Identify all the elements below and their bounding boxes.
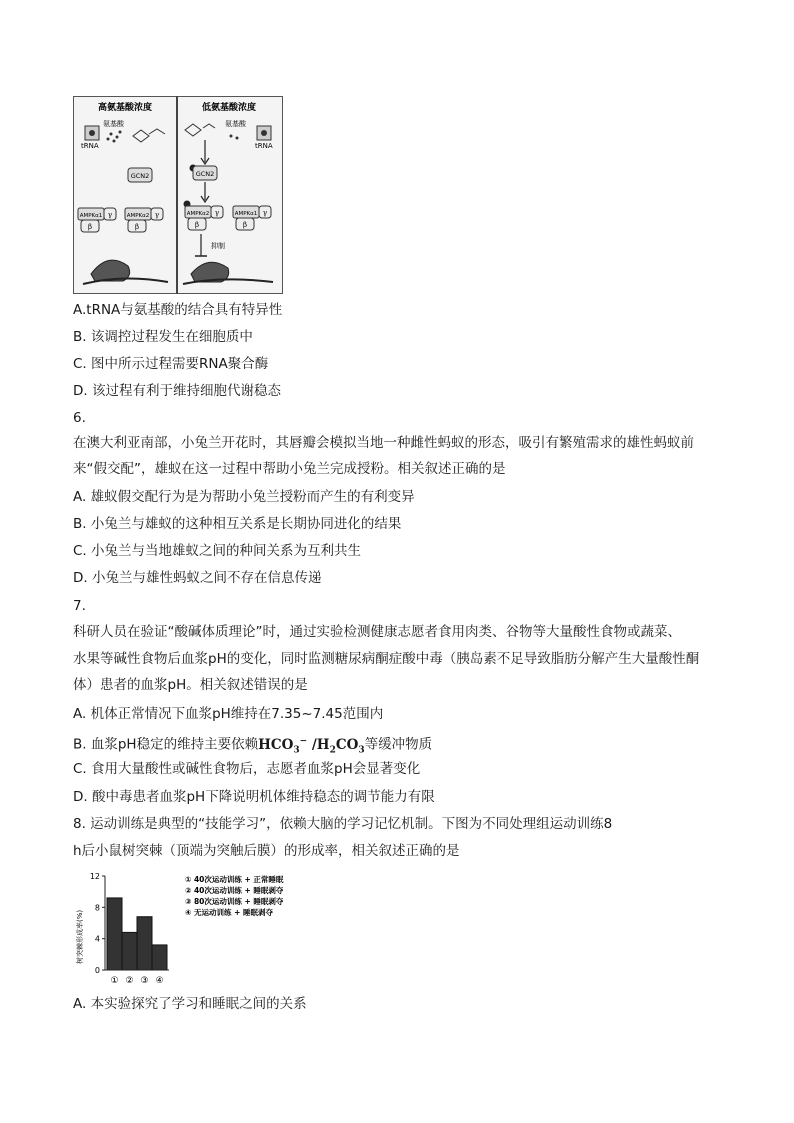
bar-2 [122, 932, 137, 970]
svg-text:AMPKα2: AMPKα2 [126, 213, 150, 219]
q7-option-b [73, 732, 432, 759]
y-tick-label: 4 [94, 934, 100, 944]
q8-stem-line2: h后小鼠树突棘（顶端为突触后膜）的形成率，相关叙述正确的是 [73, 843, 460, 859]
svg-text:γ: γ [107, 211, 113, 219]
trna-left-icon [85, 126, 99, 140]
q6-option-b: B. 小兔兰与雄蚁的这种相互关系是长期协同进化的结果 [73, 516, 402, 532]
legend-entry-1: ① 40次运动训练 + 正常睡眠 [185, 875, 284, 884]
q7-option-b-prefix: B. 血浆pH稳定的维持主要依赖 [73, 736, 259, 753]
gcn2-left-label: GCN2 [130, 172, 150, 180]
q7-stem-line1: 科研人员在验证“酸碱体质理论”时，通过实验检测健康志愿者食用肉类、谷物等大量酸性食物或蔬菜、 [73, 624, 681, 640]
amino-acid-right-label: 氨基酸 [225, 120, 246, 128]
q5-option-a: A.tRNA与氨基酸的结合具有特异性 [73, 302, 283, 318]
x-tick-label: ③ [140, 976, 149, 986]
svg-text:β: β [134, 223, 140, 231]
q8-stem-line1: 8. 运动训练是典型的“技能学习”，依赖大脑的学习记忆机制。下图为不同处理组运动训练8 [73, 816, 613, 832]
spine-formation-chart [73, 868, 333, 988]
inhibit-label: 抑制 [211, 242, 225, 250]
svg-text:γ: γ [214, 209, 220, 217]
legend-entry-2: ② 40次运动训练 + 睡眠剥夺 [185, 886, 284, 895]
q7-stem-line3: 体）患者的血浆pH。相关叙述错误的是 [73, 677, 308, 693]
q5-option-c: C. 图中所示过程需要RNA聚合酶 [73, 356, 269, 372]
left-panel-title: 高氨基酸浓度 [97, 103, 153, 113]
x-tick-label: ② [125, 976, 134, 986]
q6-stem-line2: 来“假交配”，雄蚁在这一过程中帮助小兔兰完成授粉。相关叙述正确的是 [73, 461, 506, 477]
gcn2-right-label: GCN2 [195, 170, 215, 178]
q6-number: 6. [73, 410, 86, 426]
chart-ylabel: 树突棘形成率(%) [76, 909, 84, 964]
q6-option-c: C. 小兔兰与当地雄蚁之间的种间关系为互利共生 [73, 543, 362, 559]
right-panel-title: 低氨基酸浓度 [201, 103, 257, 113]
x-tick-label: ① [110, 976, 119, 986]
q7-number: 7. [73, 598, 86, 614]
y-tick-label: 0 [94, 966, 100, 975]
q6-stem-line1: 在澳大利亚南部，小兔兰开花时，其唇瓣会模拟当地一种雌性蚂蚁的形态，吸引有繁殖需求的雄性蚂蚁前 [73, 435, 694, 451]
svg-text:AMPKα2: AMPKα2 [186, 211, 210, 217]
legend-entry-3: ③ 80次运动训练 + 睡眠剥夺 [185, 897, 284, 906]
svg-text:AMPKα1: AMPKα1 [234, 211, 258, 217]
legend-entry-4: ④ 无运动训练 + 睡眠剥夺 [185, 908, 273, 917]
y-tick-label: 8 [94, 903, 100, 913]
trna-left-label: tRNA [81, 142, 99, 150]
q7-option-b-suffix: 等缓冲物质 [364, 736, 433, 753]
q5-option-d: D. 该过程有利于维持细胞代谢稳态 [73, 383, 281, 399]
gcn2-ampk-figure [73, 96, 283, 294]
x-tick-label: ④ [155, 976, 164, 986]
amino-acid-left-label: 氨基酸 [103, 120, 124, 128]
q8-option-a: A. 本实验探究了学习和睡眠之间的关系 [73, 996, 307, 1012]
bar-4 [152, 945, 167, 970]
trna-right-label: tRNA [255, 142, 273, 150]
svg-text:β: β [194, 221, 200, 229]
q6-option-d: D. 小兔兰与雄性蚂蚁之间不存在信息传递 [73, 570, 322, 586]
svg-text:AMPKα1: AMPKα1 [79, 213, 103, 219]
svg-text:γ: γ [262, 209, 268, 217]
q7-stem-line2: 水果等碱性食物后血浆pH的变化，同时监测糖尿病酮症酸中毒（胰岛素不足导致脂肪分解产生大量酸性酮 [73, 651, 700, 667]
y-tick-label: 12 [89, 872, 100, 881]
q5-option-b: B. 该调控过程发生在细胞质中 [73, 329, 253, 345]
q7-option-a: A. 机体正常情况下血浆pH维持在7.35~7.45范围内 [73, 706, 384, 722]
svg-text:β: β [242, 221, 248, 229]
bar-3 [137, 917, 152, 970]
q7-option-c: C. 食用大量酸性或碱性食物后，志愿者血浆pH会显著变化 [73, 761, 421, 777]
q6-option-a: A. 雄蚁假交配行为是为帮助小兔兰授粉而产生的有利变异 [73, 489, 415, 505]
q7-option-d: D. 酸中毒患者血浆pH下降说明机体维持稳态的调节能力有限 [73, 789, 435, 805]
svg-text:β: β [87, 223, 93, 231]
hco3-formula: $HCO_3^-$ $/H_2CO_3$ [258, 736, 365, 756]
trna-right-icon [257, 126, 271, 140]
bar-1 [107, 898, 122, 970]
svg-text:γ: γ [154, 211, 160, 219]
